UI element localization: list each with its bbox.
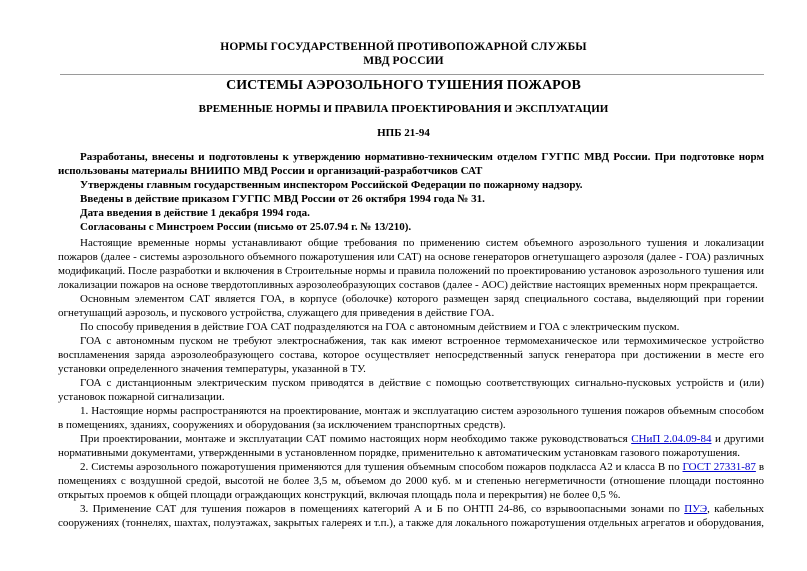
- paragraph-2-text-b: в: [758, 461, 765, 473]
- header-line-1: НОРМЫ ГОСУДАРСТВЕННОЙ ПРОТИВОПОЖАРНОЙ СЛУЖБЫ: [220, 41, 587, 53]
- intro-approved: Утверждены главным государственным инспектором Российской Федерации по пожарному надзору.: [80, 179, 583, 191]
- document-code: НПБ 21-94: [377, 127, 430, 139]
- document-title: СИСТЕМЫ АЭРОЗОЛЬНОГО ТУШЕНИЯ ПОЖАРОВ: [226, 78, 581, 93]
- paragraph-2-line-3: открытых проемов к общей площади ограждающих конструкций, включая площадь пола и перекрытия) не более 0,5 %.: [58, 489, 621, 501]
- paragraph-design-line-2: нормативными документами, утвержденными в установленном порядке, применительно к автоматическим установкам газового пожаротушения.: [58, 447, 741, 459]
- pue-link[interactable]: ПУЭ: [684, 503, 708, 515]
- paragraph-1-scope: 1. Настоящие нормы распространяются на проектирование, монтаж и эксплуатацию систем аэрозольного тушения пожаров объемным способом в помещениях, зданиях, сооружениях и оборудования (за исключением транспортных средств).: [58, 405, 764, 431]
- paragraph-electric-start: ГОА с дистанционным электрическим пуском приводятся в действие с помощью соответствующих сигнально-пусковых устройств и (или) установок пожарной сигнализации.: [58, 377, 764, 403]
- paragraph-activation-types: По способу приведения в действие ГОА САТ подразделяются на ГОА с автономным действием и ГОА с электрическим пуском.: [80, 321, 680, 333]
- header-divider: [60, 74, 764, 75]
- paragraph-2-line-2: помещениях с воздушной средой, высотой не более 3,5 м, объемом до 2000 куб. м и степенью негерметичности (отношение площади постоянно: [58, 475, 764, 487]
- paragraph-design-line-1: [58, 432, 764, 446]
- paragraph-2-text-a: 2. Системы аэрозольного пожаротушения применяются для тушения объемным способом пожаров подкласса А2 и класса В по: [80, 461, 680, 473]
- paragraph-3-text-b: , кабельных: [707, 503, 764, 515]
- paragraph-main-element: Основным элементом САТ является ГОА, в корпусе (оболочке) которого размещен заряд специального состава, выделяющий при горении огнетушащий аэрозоль, и пускового устройства, служащего для приведения в действие ГОА.: [58, 293, 764, 319]
- gost-link[interactable]: ГОСТ 27331-87: [682, 461, 756, 473]
- intro-agreed: Согласованы с Минстроем России (письмо от 25.07.94 г. № 13/210).: [80, 221, 412, 233]
- paragraph-2-line-1: [58, 460, 764, 474]
- intro-developed: Разработаны, внесены и подготовлены к утверждению нормативно-техническим отделом ГУГПС МВД России. При подготовке норм использованы материалы ВНИИПО МВД России и организаций-разработчиков САТ: [58, 151, 764, 177]
- header-line-2: МВД РОССИИ: [363, 55, 444, 67]
- paragraph-design-text-b: и другими: [714, 433, 765, 445]
- paragraph-autonomous-start: ГОА с автономным пуском не требуют электроснабжения, так как имеют встроенное термомеханическое или термохимическое устройство воспламенения заряда аэрозолеобразующего состава, которое осуществляет непосредственный запуск генератора при достижении в месте его установки определенного значения температуры, указанной в ТУ.: [58, 335, 764, 375]
- paragraph-design-text-a: При проектировании, монтаже и эксплуатации САТ помимо настоящих норм необходимо также руководствоваться: [80, 433, 628, 445]
- intro-enacted: Введены в действие приказом ГУГПС МВД России от 26 октября 1994 года № 31.: [80, 193, 485, 205]
- paragraph-3-line-1: [58, 502, 764, 516]
- paragraph-3-line-2: сооружениях (тоннелях, шахтах, полуэтажах, закрытых галереях и т.п.), а также для локального пожаротушения отдельных агрегатов и оборудования,: [58, 517, 764, 529]
- paragraph-3-text-a: 3. Применение САТ для тушения пожаров в помещениях категорий А и Б по ОНТП 24-86, со взрывоопасными зонами по: [80, 503, 680, 515]
- snip-link[interactable]: СНиП 2.04.09-84: [631, 433, 712, 445]
- paragraph-intro: Настоящие временные нормы устанавливают общие требования по применению систем объемного аэрозольного тушения и локализации пожаров (далее - системы аэрозольного объемного пожаротушения или САТ) на основе генераторов огнетушащего аэрозоля (далее - ГОА) различных модификаций. После разработки и включения в Строительные нормы и правила положений по проектированию установок аэрозольного тушения или локализации пожаров на основе твердотопливных аэрозолеобразующих составов (далее - АОС) действие настоящих временных норм прекращается.: [58, 237, 764, 291]
- intro-date: Дата введения в действие 1 декабря 1994 года.: [80, 207, 310, 219]
- document-subtitle: ВРЕМЕННЫЕ НОРМЫ И ПРАВИЛА ПРОЕКТИРОВАНИЯ И ЭКСПЛУАТАЦИИ: [198, 103, 609, 115]
